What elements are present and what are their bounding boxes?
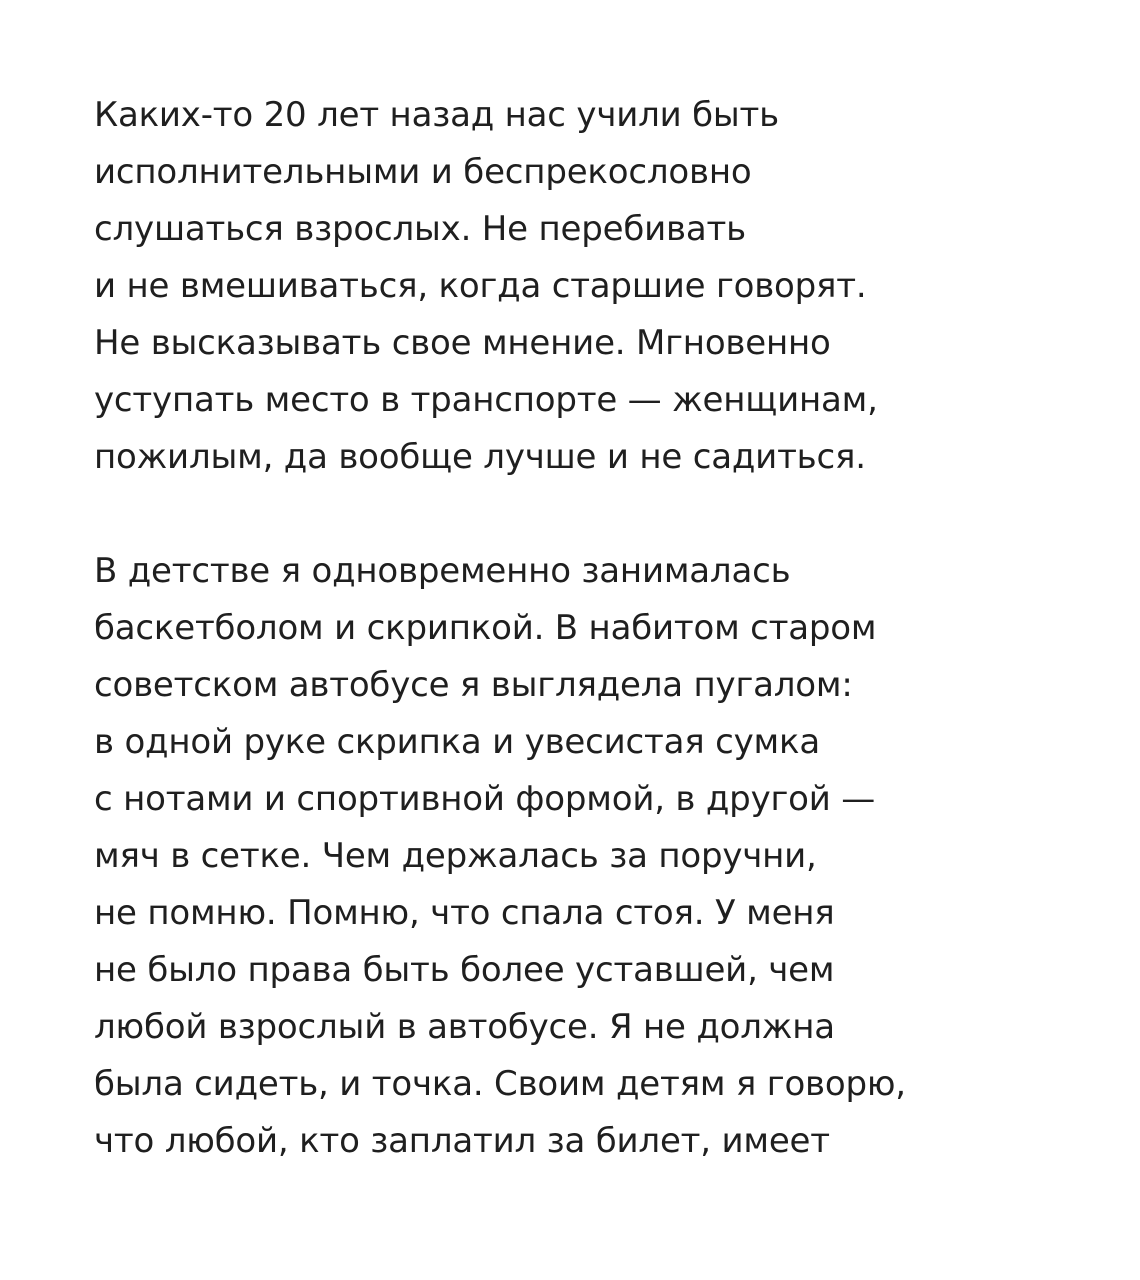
- text-line: мяч в сетке. Чем держалась за поручни,: [94, 836, 817, 876]
- text-line: советском автобусе я выглядела пугалом:: [94, 665, 853, 705]
- text-line: что любой, кто заплатил за билет, имеет: [94, 1121, 830, 1161]
- text-line: Каких-то 20 лет назад нас учили быть: [94, 95, 780, 135]
- text-line: уступать место в транспорте — женщинам,: [94, 380, 878, 420]
- text-line: пожилым, да вообще лучше и не садиться.: [94, 437, 866, 477]
- text-line: в одной руке скрипка и увесистая сумка: [94, 722, 820, 762]
- text-line: баскетболом и скрипкой. В набитом старом: [94, 608, 877, 648]
- paragraph-1: [94, 87, 1124, 486]
- text-line: Не высказывать свое мнение. Мгновенно: [94, 323, 831, 363]
- text-line: и не вмешиваться, когда старшие говорят.: [94, 266, 867, 306]
- text-line: не было права быть более уставшей, чем: [94, 950, 835, 990]
- text-line: любой взрослый в автобусе. Я не должна: [94, 1007, 835, 1047]
- text-line: была сидеть, и точка. Своим детям я говорю,: [94, 1064, 906, 1104]
- document-page: [94, 87, 1124, 1170]
- text-line: исполнительными и беспрекословно: [94, 152, 752, 192]
- text-line: не помню. Помню, что спала стоя. У меня: [94, 893, 835, 933]
- text-line: В детстве я одновременно занималась: [94, 551, 791, 591]
- text-line: с нотами и спортивной формой, в другой —: [94, 779, 876, 819]
- paragraph-2: [94, 543, 1124, 1170]
- text-line: слушаться взрослых. Не перебивать: [94, 209, 746, 249]
